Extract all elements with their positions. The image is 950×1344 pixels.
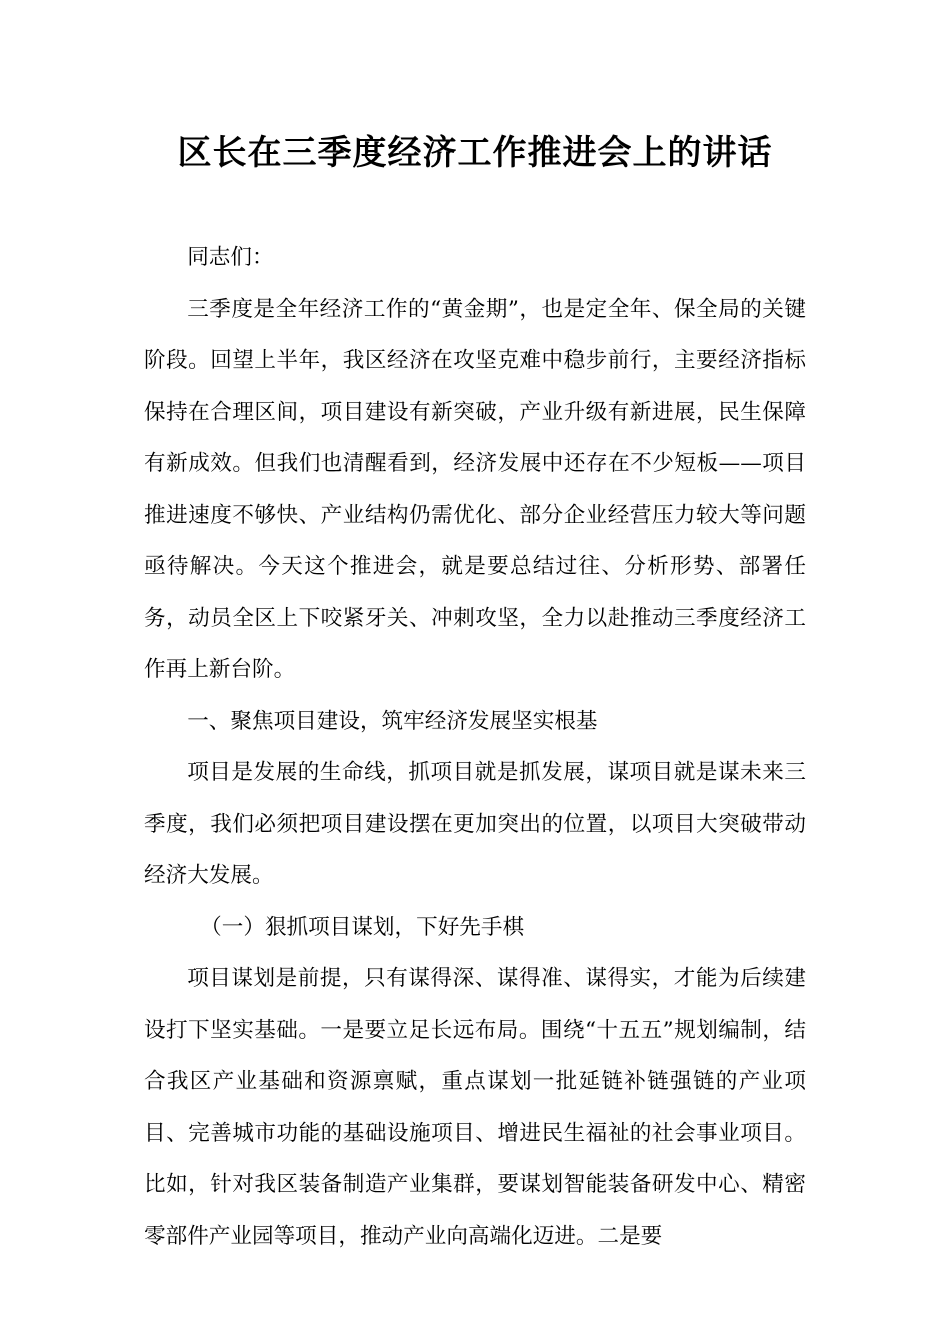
subsection-heading-1: （一）狠抓项目谋划，下好先手棋	[200, 914, 525, 940]
document-title: 区长在三季度经济工作推进会上的讲话	[177, 133, 773, 173]
section-heading-1: 一、聚焦项目建设，筑牢经济发展坚实根基	[187, 708, 598, 734]
document-body	[144, 232, 806, 1262]
paragraph-intro: 三季度是全年经济工作的“黄金期”，也是定全年、保全局的关键阶段。回望上半年，我区经济在攻坚克难中稳步前行，主要经济指标保持在合理区间，项目建设有新突破，产业升级有新进展，民生保障有新成效。但我们也清醒看到，经济发展中还存在不少短板——项目推进速度不够快、产业结构仍需优化、部分企业经营压力较大等问题亟待解决。今天这个推进会，就是要总结过往、分析形势、部署任务，动员全区上下咬紧牙关、冲刺攻坚，全力以赴推动三季度经济工作再上新台阶。	[144, 296, 806, 682]
salutation: 同志们：	[187, 245, 274, 270]
paragraph-project: 项目是发展的生命线，抓项目就是抓发展，谋项目就是谋未来三季度，我们必须把项目建设摆在更加突出的位置，以项目大突破带动经济大发展。	[144, 760, 806, 888]
paragraph-planning: 项目谋划是前提，只有谋得深、谋得准、谋得实，才能为后续建设打下坚实基础。一是要立足长远布局。围绕“十五五”规划编制，结合我区产业基础和资源禀赋，重点谋划一批延链补链强链的产业项目、完善城市功能的基础设施项目、增进民生福祉的社会事业项目。比如，针对我区装备制造产业集群，要谋划智能装备研发中心、精密零部件产业园等项目，推动产业向高端化迈进。二是要	[144, 966, 806, 1249]
